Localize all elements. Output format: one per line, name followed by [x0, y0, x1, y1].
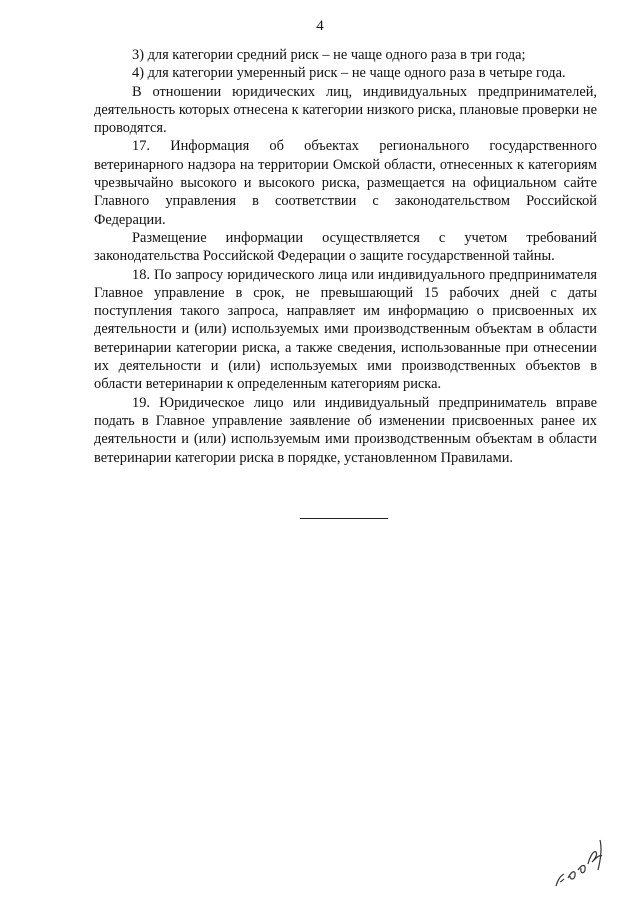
- paragraph-17-secrecy: Размещение информации осуществляется с учетом требований законодательства Российской Федерации о защите государственной тайны.: [94, 229, 597, 265]
- handwritten-initials: [548, 830, 620, 890]
- paragraph-low-risk: В отношении юридических лиц, индивидуальных предпринимателей, деятельность которых отнесена к категории низкого риска, плановые проверки не проводятся.: [94, 83, 597, 137]
- paragraph-17: 17. Информация об объектах регионального государственного ветеринарного надзора на территории Омской области, отнесенных к категориям чрезвычайно высокого и высокого риска, размещается на официальном сайте Главного управления в соответствии с законодательством Российской Федерации.: [94, 138, 597, 228]
- page-number: 4: [316, 18, 324, 34]
- paragraph-19: 19. Юридическое лицо или индивидуальный предприниматель вправе подать в Главное управление заявление об изменении присвоенных ранее их деятельности и (или) используемым ими производственным объектам в области ветеринарии категории риска в порядке, установленном Правилами.: [94, 394, 597, 466]
- end-separator-line: [300, 518, 388, 519]
- document-body: [94, 46, 597, 467]
- paragraph-risk-medium: 3) для категории средний риск – не чаще одного раза в три года;: [132, 47, 526, 63]
- paragraph-18: 18. По запросу юридического лица или индивидуального предпринимателя Главное управление в срок, не превышающий 15 рабочих дней с даты поступления такого запроса, направляет им информацию о присвоенных их деятельности и (или) используемых ими производственным объектам в области ветеринарии категории риска, а также сведения, использованные при отнесении их деятельности и (или) используемых ими производственных объектов в области ветеринарии к определенным категориям риска.: [94, 266, 597, 393]
- paragraph-risk-moderate: 4) для категории умеренный риск – не чаще одного раза в четыре года.: [132, 65, 566, 82]
